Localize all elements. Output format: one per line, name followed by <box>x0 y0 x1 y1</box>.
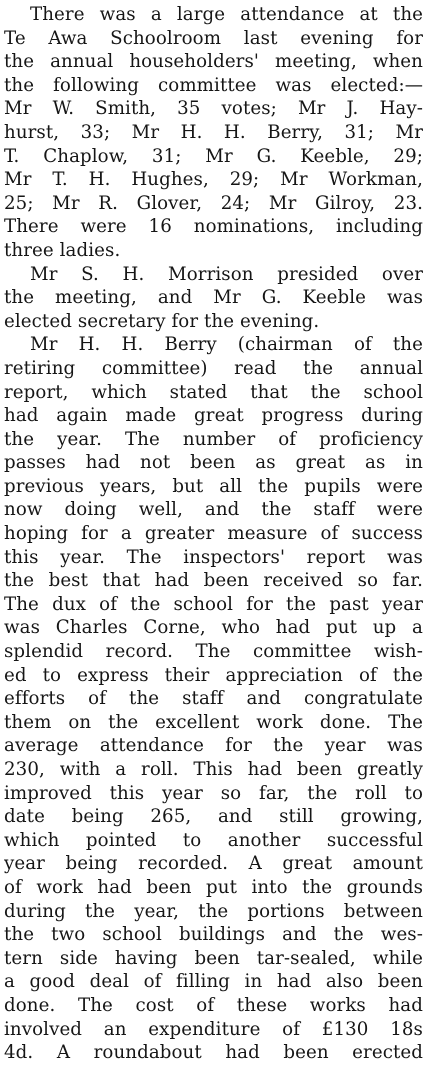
text-line: elected secretary for the evening. <box>4 310 320 332</box>
text-line: There was a large attendance at the <box>30 4 423 25</box>
text-line: of work had been put into the grounds <box>4 876 423 898</box>
text-line: previous years, but all the pupils were <box>4 475 423 497</box>
text-line: T. Chaplow, 31; Mr G. Keeble, 29; <box>4 145 423 167</box>
text-line: Mr H. H. Berry (chairman of the <box>30 334 423 356</box>
text-line: The dux of the school for the past year <box>4 593 423 615</box>
text-line: Te Awa Schoolroom last evening for <box>4 27 423 49</box>
text-line: passes had not been as great as in <box>4 452 423 474</box>
paragraph-committee-election <box>4 3 423 263</box>
text-line: ed to express their appreciation of the <box>4 664 423 686</box>
text-line: efforts of the staff and congratulate <box>4 688 423 710</box>
text-line: the year. The number of proficiency <box>4 428 423 450</box>
text-line: Mr W. Smith, 35 votes; Mr J. Hay- <box>4 98 423 120</box>
text-line: three ladies. <box>4 239 121 261</box>
text-line: retiring committee) read the annual <box>4 357 423 379</box>
text-line: the annual householders' meeting, when <box>4 51 423 73</box>
text-line: splendid record. The committee wish- <box>4 641 423 663</box>
text-line: was Charles Corne, who had put up a <box>4 617 423 639</box>
text-line: tern side having been tar-sealed, while <box>4 947 423 969</box>
text-line: Mr T. H. Hughes, 29; Mr Workman, <box>4 169 423 191</box>
text-line: date being 265, and still growing, <box>4 806 423 828</box>
text-line: had again made great progress during <box>4 405 423 427</box>
text-line: now doing well, and the staff were <box>4 499 423 521</box>
text-line: hurst, 33; Mr H. H. Berry, 31; Mr <box>4 121 423 143</box>
text-line: improved this year so far, the roll to <box>4 782 423 804</box>
text-line: a good deal of filling in had also been <box>4 971 423 993</box>
text-line: which pointed to another successful <box>4 829 423 851</box>
text-line: done. The cost of these works had <box>4 994 423 1016</box>
paragraph-meeting-chair <box>4 263 423 334</box>
text-line: 230, with a roll. This had been greatly <box>4 759 423 780</box>
text-line: this year. The inspectors' report was <box>4 546 423 568</box>
text-line: There were 16 nominations, including <box>4 216 423 238</box>
text-line: the following committee was elected:— <box>4 74 423 96</box>
newspaper-article <box>4 3 423 1065</box>
text-line: 4d. A roundabout had been erected <box>4 1042 423 1064</box>
text-line: 25; Mr R. Glover, 24; Mr Gilroy, 23. <box>4 192 423 214</box>
text-line: average attendance for the year was <box>4 735 423 757</box>
text-line: involved an expenditure of £130 18s <box>4 1018 423 1040</box>
paragraph-annual-report <box>4 333 423 1064</box>
text-line: during the year, the portions between <box>4 900 423 922</box>
text-line: Mr S. H. Morrison presided over <box>30 263 423 285</box>
text-line: the best that had been received so far. <box>4 570 423 592</box>
text-line: the two school buildings and the wes- <box>4 924 423 946</box>
text-line: year being recorded. A great amount <box>4 853 423 875</box>
text-line: them on the excellent work done. The <box>4 711 423 733</box>
text-line: the meeting, and Mr G. Keeble was <box>4 287 423 309</box>
text-line: report, which stated that the school <box>4 381 423 403</box>
text-line: hoping for a greater measure of success <box>4 523 423 545</box>
